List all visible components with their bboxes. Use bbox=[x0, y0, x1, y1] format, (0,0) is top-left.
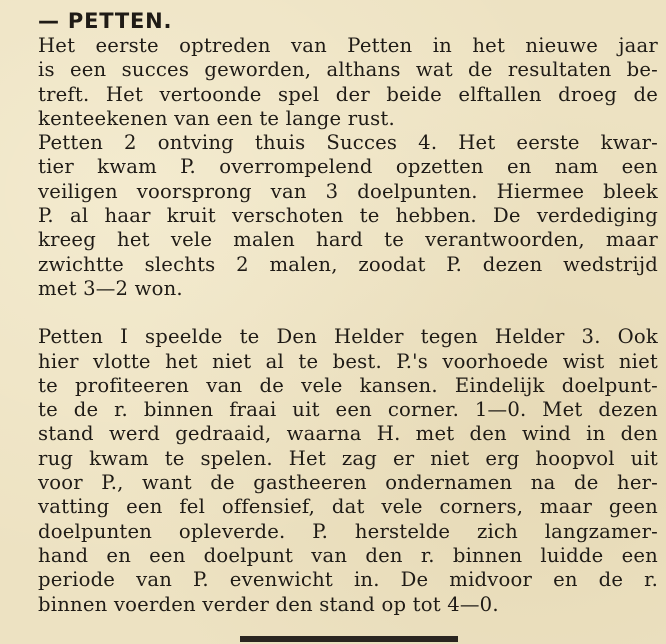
text-line: met 3—2 won. bbox=[38, 276, 183, 300]
text-line: binnen voerden verder den stand op tot 4—0. bbox=[38, 592, 499, 616]
text-line: kenteekenen van een te lange rust. bbox=[38, 106, 395, 130]
news-article bbox=[38, 8, 658, 617]
text-line: veiligen voorsprong van 3 doelpunten. Hiermee bleek bbox=[38, 179, 658, 203]
text-line: stand werd gedraaid, waarna H. met den wind in den bbox=[38, 422, 658, 446]
text-line: Petten 2 ontving thuis Succes 4. Het eerste kwar- bbox=[38, 131, 658, 155]
text-line: kreeg het vele malen hard te verantwoorden, maar bbox=[38, 228, 658, 252]
text-line: Het eerste optreden van Petten in het nieuwe jaar bbox=[38, 34, 658, 57]
text-line: is een succes geworden, althans wat de resultaten be- bbox=[38, 58, 658, 82]
paragraph-3 bbox=[38, 325, 658, 617]
paragraph-1 bbox=[38, 34, 658, 131]
text-line: zwichtte slechts 2 malen, zoodat P. dezen wedstrijd bbox=[38, 252, 658, 276]
text-line: hier vlotte het niet al te best. P.'s voorhoede wist niet bbox=[38, 349, 658, 373]
text-line: te de r. binnen fraai uit een corner. 1—0. Met dezen bbox=[38, 398, 658, 422]
text-line: hand en een doelpunt van den r. binnen luidde een bbox=[38, 543, 658, 567]
text-line: tier kwam P. overrompelend opzetten en nam een bbox=[38, 155, 658, 179]
column-divider-rule bbox=[240, 636, 458, 642]
article-headline: — PETTEN. bbox=[38, 9, 173, 33]
text-line: Petten I speelde te Den Helder tegen Helder 3. Ook bbox=[38, 325, 658, 349]
text-line: periode van P. evenwicht in. De midvoor en de r. bbox=[38, 568, 658, 592]
text-line: voor P., want de gastheeren ondernamen na de her- bbox=[38, 471, 658, 495]
text-line: vatting een fel offensief, dat vele corners, maar geen bbox=[38, 495, 658, 519]
text-line: rug kwam te spelen. Het zag er niet erg hoopvol uit bbox=[38, 446, 658, 470]
text-line: P. al haar kruit verschoten te hebben. De verdediging bbox=[38, 204, 658, 228]
text-line: treft. Het vertoonde spel der beide elftallen droeg de bbox=[38, 82, 658, 106]
paragraph-spacer bbox=[38, 301, 658, 325]
text-line: te profiteeren van de vele kansen. Eindelijk doelpunt- bbox=[38, 373, 658, 397]
text-line: doelpunten opleverde. P. herstelde zich langzamer- bbox=[38, 519, 658, 543]
paragraph-2 bbox=[38, 131, 658, 301]
